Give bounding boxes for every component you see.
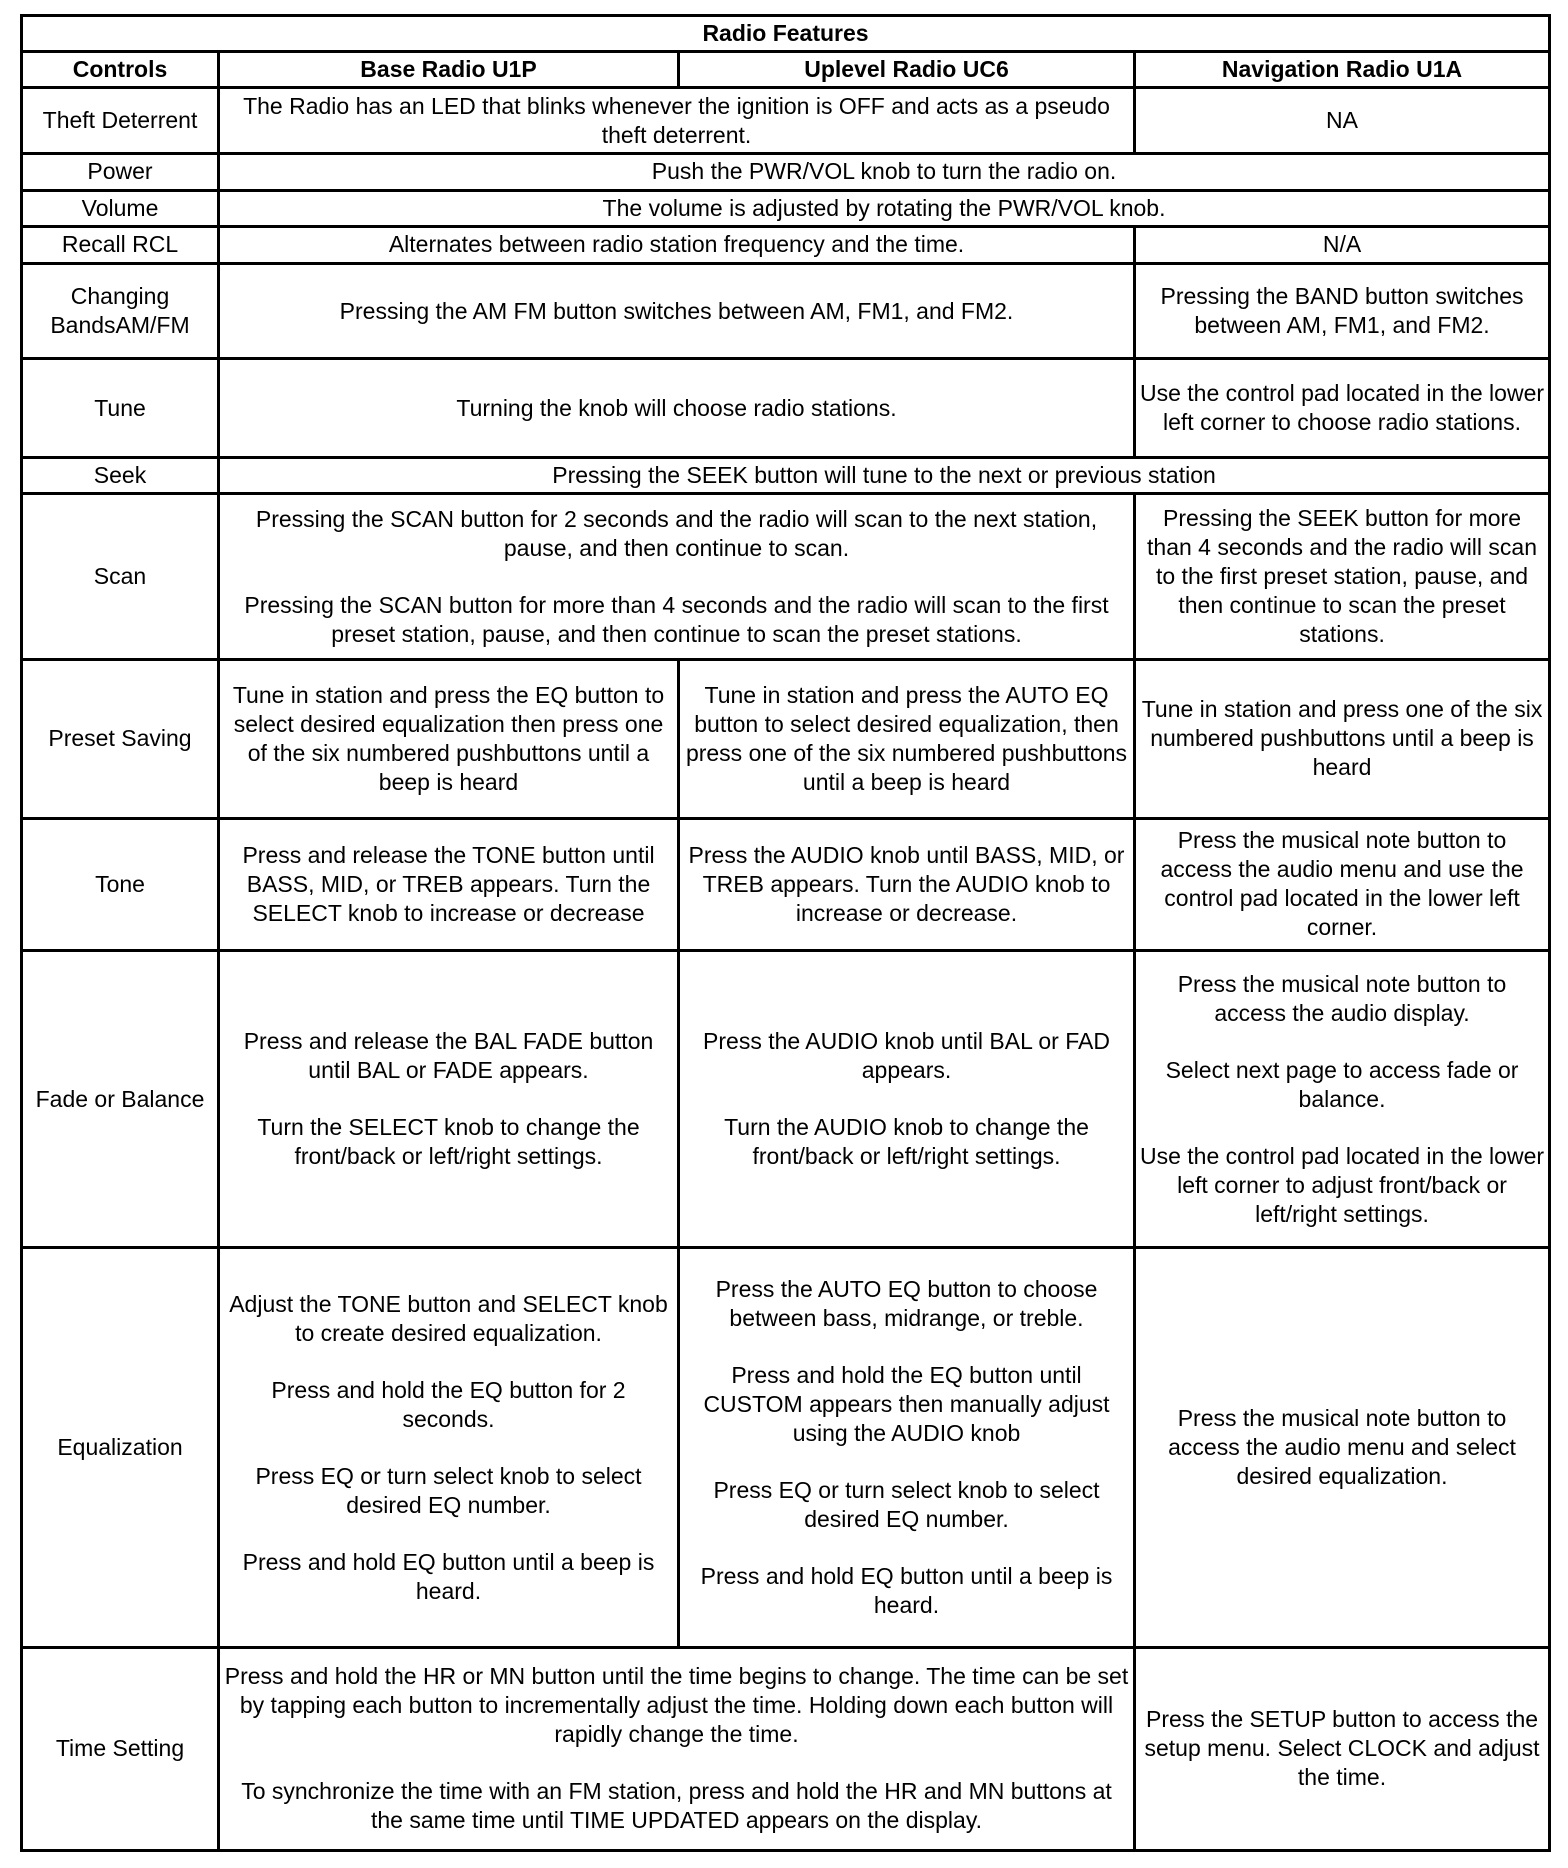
navigation-cell xyxy=(1135,660,1550,819)
uplevel-cell xyxy=(679,660,1135,819)
all-radios-cell xyxy=(219,154,1550,191)
table-row xyxy=(22,1647,1550,1850)
cell-text: Press and hold the EQ button for 2 seconds. xyxy=(271,1376,626,1432)
title-row xyxy=(22,16,1550,52)
table-row xyxy=(22,190,1550,227)
cell-text: Adjust the TONE button and SELECT knob to create desired equalization. xyxy=(229,1290,668,1346)
cell-text: Pressing the SEEK button for more than 4 seconds and the radio will scan to the first preset station, pause, and then continue to scan the preset stations. xyxy=(1147,505,1537,648)
cell-text: Pressing the AM FM button switches between AM, FM1, and FM2. xyxy=(339,297,1014,324)
base-cell xyxy=(219,660,679,819)
control-name: Theft Deterrent xyxy=(22,88,219,154)
base-uplevel-cell xyxy=(219,494,1135,660)
cell-text: Select next page to access fade or balance. xyxy=(1165,1056,1519,1112)
cell-text: Pressing the SEEK button will tune to the next or previous station xyxy=(552,462,1216,489)
navigation-cell xyxy=(1135,494,1550,660)
control-name: Changing BandsAM/FM xyxy=(22,263,219,359)
control-name: Tone xyxy=(22,818,219,950)
cell-text: Press the musical note button to access the audio menu and use the control pad located in the lower left corner. xyxy=(1160,827,1524,941)
control-name: Seek xyxy=(22,457,219,494)
table-title: Radio Features xyxy=(22,16,1550,52)
table-row xyxy=(22,359,1550,458)
cell-text: Use the control pad located in the lower left corner to choose radio stations. xyxy=(1140,380,1545,436)
cell-text: Pressing the BAND button switches between AM, FM1, and FM2. xyxy=(1160,283,1524,339)
cell-text: Use the control pad located in the lower left corner to adjust front/back or left/right settings. xyxy=(1140,1142,1545,1227)
navigation-cell xyxy=(1135,1647,1550,1850)
radio-features-table xyxy=(20,14,1551,1852)
navigation-cell xyxy=(1135,359,1550,458)
cell-text: Press EQ or turn select knob to select desired EQ number. xyxy=(255,1462,642,1518)
table-row xyxy=(22,494,1550,660)
uplevel-cell xyxy=(679,818,1135,950)
cell-text: Press the musical note button to access the audio display. xyxy=(1177,970,1507,1026)
cell-text: N/A xyxy=(1322,231,1362,258)
table-row xyxy=(22,660,1550,819)
cell-text: Press EQ or turn select knob to select desired EQ number. xyxy=(713,1477,1100,1533)
cell-text: Press and release the BAL FADE button until BAL or FADE appears. xyxy=(243,1028,654,1084)
control-name: Tune xyxy=(22,359,219,458)
table-row xyxy=(22,88,1550,154)
all-radios-cell xyxy=(219,190,1550,227)
cell-text: Press and hold EQ button until a beep is heard. xyxy=(700,1563,1113,1619)
cell-text: NA xyxy=(1326,107,1358,134)
uplevel-cell xyxy=(679,1248,1135,1647)
base-uplevel-cell xyxy=(219,359,1135,458)
base-uplevel-cell xyxy=(219,227,1135,264)
control-name: Recall RCL xyxy=(22,227,219,264)
table-row xyxy=(22,154,1550,191)
base-cell xyxy=(219,818,679,950)
base-cell xyxy=(219,950,679,1248)
control-name: Scan xyxy=(22,494,219,660)
base-uplevel-cell xyxy=(219,1647,1135,1850)
table-row xyxy=(22,227,1550,264)
navigation-cell xyxy=(1135,950,1550,1248)
control-name: Power xyxy=(22,154,219,191)
navigation-cell xyxy=(1135,227,1550,264)
cell-text: Press the AUDIO knob until BASS, MID, or TREB appears. Turn the AUDIO knob to increase or decrease. xyxy=(688,841,1125,926)
uplevel-cell xyxy=(679,950,1135,1248)
cell-text: To synchronize the time with an FM station, press and hold the HR and MN buttons at the same time until TIME UPDATED appears on the display. xyxy=(241,1778,1112,1834)
header-controls: Controls xyxy=(22,52,219,88)
cell-text: The volume is adjusted by rotating the PWR/VOL knob. xyxy=(602,194,1166,221)
control-name: Time Setting xyxy=(22,1647,219,1850)
cell-text: Press and hold the HR or MN button until the time begins to change. The time can be set by tapping each button to incrementally adjust the time. Holding down each button will rapidly change the time. xyxy=(224,1663,1129,1748)
header-uplevel-radio: Uplevel Radio UC6 xyxy=(679,52,1135,88)
navigation-cell xyxy=(1135,88,1550,154)
cell-text: Pressing the SCAN button for more than 4 seconds and the radio will scan to the first preset station, pause, and then continue to scan the preset stations. xyxy=(244,591,1109,647)
control-name: Fade or Balance xyxy=(22,950,219,1248)
cell-text: Tune in station and press the AUTO EQ button to select desired equalization, then press one of the six numbered pushbuttons until a beep is heard xyxy=(685,681,1128,795)
cell-text: Turning the knob will choose radio stations. xyxy=(456,394,897,421)
base-cell xyxy=(219,1248,679,1647)
control-name: Equalization xyxy=(22,1248,219,1647)
table-row xyxy=(22,1248,1550,1647)
table-row xyxy=(22,950,1550,1248)
base-uplevel-cell xyxy=(219,263,1135,359)
cell-text: Press and release the TONE button until BASS, MID, or TREB appears. Turn the SELECT knob to increase or decrease xyxy=(242,841,655,926)
cell-text: Press the AUTO EQ button to choose between bass, midrange, or treble. xyxy=(715,1276,1098,1332)
cell-text: Push the PWR/VOL knob to turn the radio on. xyxy=(651,158,1117,185)
header-navigation-radio: Navigation Radio U1A xyxy=(1135,52,1550,88)
all-radios-cell xyxy=(219,457,1550,494)
cell-text: The Radio has an LED that blinks whenever the ignition is OFF and acts as a pseudo theft deterrent. xyxy=(243,92,1110,148)
cell-text: Press the AUDIO knob until BAL or FAD appears. xyxy=(703,1028,1110,1084)
cell-text: Press the musical note button to access the audio menu and select desired equalization. xyxy=(1168,1405,1516,1490)
cell-text: Turn the SELECT knob to change the front/back or left/right settings. xyxy=(257,1114,640,1170)
navigation-cell xyxy=(1135,1248,1550,1647)
cell-text: Pressing the SCAN button for 2 seconds and the radio will scan to the next station, pause, and then continue to scan. xyxy=(255,505,1098,561)
cell-text: Tune in station and press one of the six numbered pushbuttons until a beep is heard xyxy=(1141,696,1543,781)
control-name: Preset Saving xyxy=(22,660,219,819)
header-base-radio: Base Radio U1P xyxy=(219,52,679,88)
cell-text: Turn the AUDIO knob to change the front/back or left/right settings. xyxy=(724,1114,1089,1170)
cell-text: Alternates between radio station frequency and the time. xyxy=(388,231,965,258)
navigation-cell xyxy=(1135,818,1550,950)
cell-text: Press the SETUP button to access the setup menu. Select CLOCK and adjust the time. xyxy=(1144,1706,1540,1791)
base-uplevel-cell xyxy=(219,88,1135,154)
header-row xyxy=(22,52,1550,88)
table-row xyxy=(22,457,1550,494)
cell-text: Press and hold EQ button until a beep is heard. xyxy=(242,1548,655,1604)
page xyxy=(20,14,1548,1852)
control-name: Volume xyxy=(22,190,219,227)
table-row xyxy=(22,263,1550,359)
cell-text: Press and hold the EQ button until CUSTOM appears then manually adjust using the AUDIO knob xyxy=(703,1362,1110,1447)
navigation-cell xyxy=(1135,263,1550,359)
table-row xyxy=(22,818,1550,950)
cell-text: Tune in station and press the EQ button to select desired equalization then press one of the six numbered pushbuttons until a beep is heard xyxy=(232,681,665,795)
